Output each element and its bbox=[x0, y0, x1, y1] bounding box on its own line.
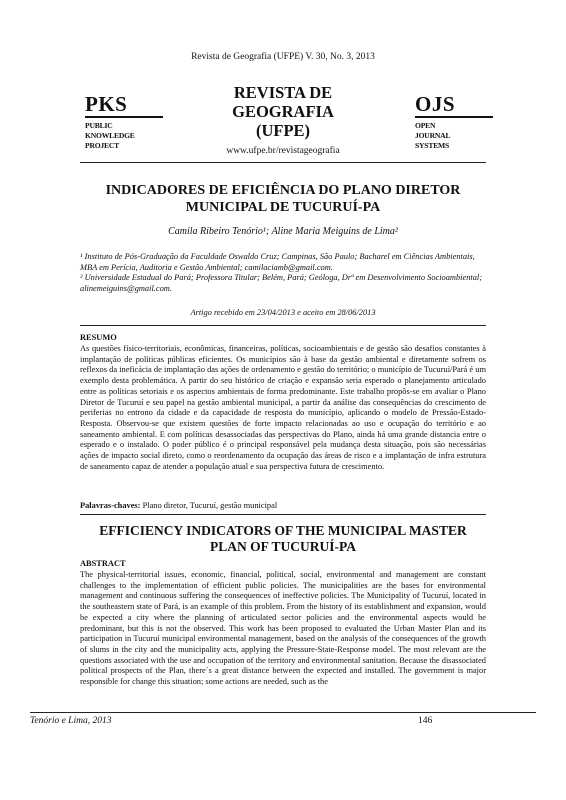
ojs-logo-line: JOURNAL bbox=[415, 131, 451, 140]
ojs-logo-rule bbox=[415, 116, 493, 118]
affiliation-2: ² Universidade Estadual do Pará; Professora Titular; Belém, Pará; Geóloga, Drª em Desenvolvimento Socioambiental; alinemeiguins@gmail.com. bbox=[80, 273, 483, 293]
journal-masthead bbox=[190, 83, 376, 140]
journal-citation-line: Revista de Geografia (UFPE) V. 30, No. 3, 2013 bbox=[191, 52, 375, 62]
article-title-pt bbox=[70, 182, 496, 216]
received-date: Artigo recebido em 23/04/2013 e aceito em 28/06/2013 bbox=[190, 308, 376, 317]
footer-divider bbox=[30, 712, 536, 713]
masthead-line: GEOGRAFIA bbox=[232, 102, 334, 121]
footer-citation: Tenório e Lima, 2013 bbox=[30, 716, 112, 726]
pks-logo-line: KNOWLEDGE bbox=[85, 131, 135, 140]
ojs-logo bbox=[415, 94, 493, 151]
keywords-value: Plano diretor, Tucuruí, gestão municipal bbox=[142, 501, 278, 510]
affiliation-1: ¹ Instituto de Pós-Graduação da Faculdade Oswaldo Cruz; Campinas, São Paulo; Bacharel em Ciências Ambientais, MBA em Perícia, Auditoria e Gestão Ambiental; camilaciamb@gmail.com. bbox=[80, 252, 475, 272]
abstract-text: The physical-territorial issues, economic, financial, political, social, environmental and management are constant challenges to the implementation of efficient public policies. The municipalities are the bases for environmental management and continuous suffering the consequences of ineffective policies. The Municipality of Tucuruí, located in the southeastern state of Pará, is an example of this problem. From the history of its establishment and expansion, would be expected a city where the planning of articulated sector policies and the environmental aspects would be predominant, but this is not the observed. This work has been proposed to evaluated the Urban Master Plan and its participation in Tucuruí municipal environmental management, based on the analysis of the consequences of the growth of slums in the city and the municipality acts, applying the Pressure-State-Response model. The most relevant are the questions associated with the use and occupation of the territory and environmental sanitation. Because the disassociated political prospects of the Plan, there´s a great distance between the expected and installed. The government is major responsible for change this situation; some actions are needed, such as the bbox=[80, 570, 486, 687]
keywords-label: Palavras-chaves: bbox=[80, 501, 141, 510]
abstract-heading: ABSTRACT bbox=[80, 559, 126, 568]
journal-url: www.ufpe.br/revistageografia bbox=[226, 146, 340, 156]
resumo-divider bbox=[80, 325, 486, 326]
authors: Camila Ribeiro Tenório¹; Aline Maria Meiguins de Lima² bbox=[168, 226, 398, 237]
header-divider bbox=[80, 162, 486, 163]
ojs-logo-big: OJS bbox=[415, 92, 456, 116]
pks-logo-line: PUBLIC bbox=[85, 121, 113, 130]
title-pt-line: INDICADORES DE EFICIÊNCIA DO PLANO DIRETOR bbox=[105, 183, 461, 198]
ojs-logo-line: SYSTEMS bbox=[415, 141, 450, 150]
resumo-text: As questões físico-territoriais, econômicas, financeiras, políticas, socioambientais e de gestão são desafios constantes à implantação de políticas públicas eficientes. Os municípios são à base da gestão ambiental e diretamente sofrem os reflexos da ineficácia de implantação das ações de ordenamento e gestão do território; o município de Tucuruí/Pará é um exemplo desta problemática. A partir do seu histórico de criação e expansão seria esperado o planejamento articulado entre as políticas setoriais e os aspectos ambientais de forma predominante. Este trabalho propôs-se em avaliar o Plano Diretor de Tucuruí e seu papel na gestão ambiental municipal, a partir da análise das consequências do crescimento de periferias no entrono da cidade e da capacidade de resposta do município, aplicando o modelo de Pressão-Estado-Resposta. Observou-se que existem questões de forte impacto relacionadas ao uso e ocupação do território e ao saneamento ambiental. E com políticas desassociadas das perspectivas do Plano, ainda há uma grande distancia entre o esperado e o instalado. O poder público é o principal responsável pela mudança desta situação, pois são necessárias ações de impacto social direto, como o reordenamento da ocupação das áreas de risco e a implantação de infra estrutura de saneamento capaz de atender a população atual e sua perspectiva futura de crescimento. bbox=[80, 344, 486, 471]
resumo-heading: RESUMO bbox=[80, 333, 117, 342]
pks-logo-line: PROJECT bbox=[85, 141, 120, 150]
masthead-line: REVISTA DE bbox=[233, 83, 333, 102]
pks-logo bbox=[85, 94, 163, 151]
pks-logo-rule bbox=[85, 116, 163, 118]
keywords-divider bbox=[80, 514, 486, 515]
title-en-line: EFFICIENCY INDICATORS OF THE MUNICIPAL MASTER bbox=[99, 523, 467, 538]
pks-logo-big: PKS bbox=[85, 92, 128, 116]
page-number: 146 bbox=[418, 716, 433, 726]
keywords bbox=[80, 501, 486, 510]
ojs-logo-line: OPEN bbox=[415, 121, 436, 130]
title-pt-line: MUNICIPAL DE TUCURUÍ-PA bbox=[185, 200, 381, 215]
article-title-en bbox=[70, 523, 496, 555]
affiliations bbox=[80, 252, 486, 294]
title-en-line: PLAN OF TUCURUÍ-PA bbox=[210, 539, 356, 554]
masthead-line: (UFPE) bbox=[255, 121, 311, 140]
